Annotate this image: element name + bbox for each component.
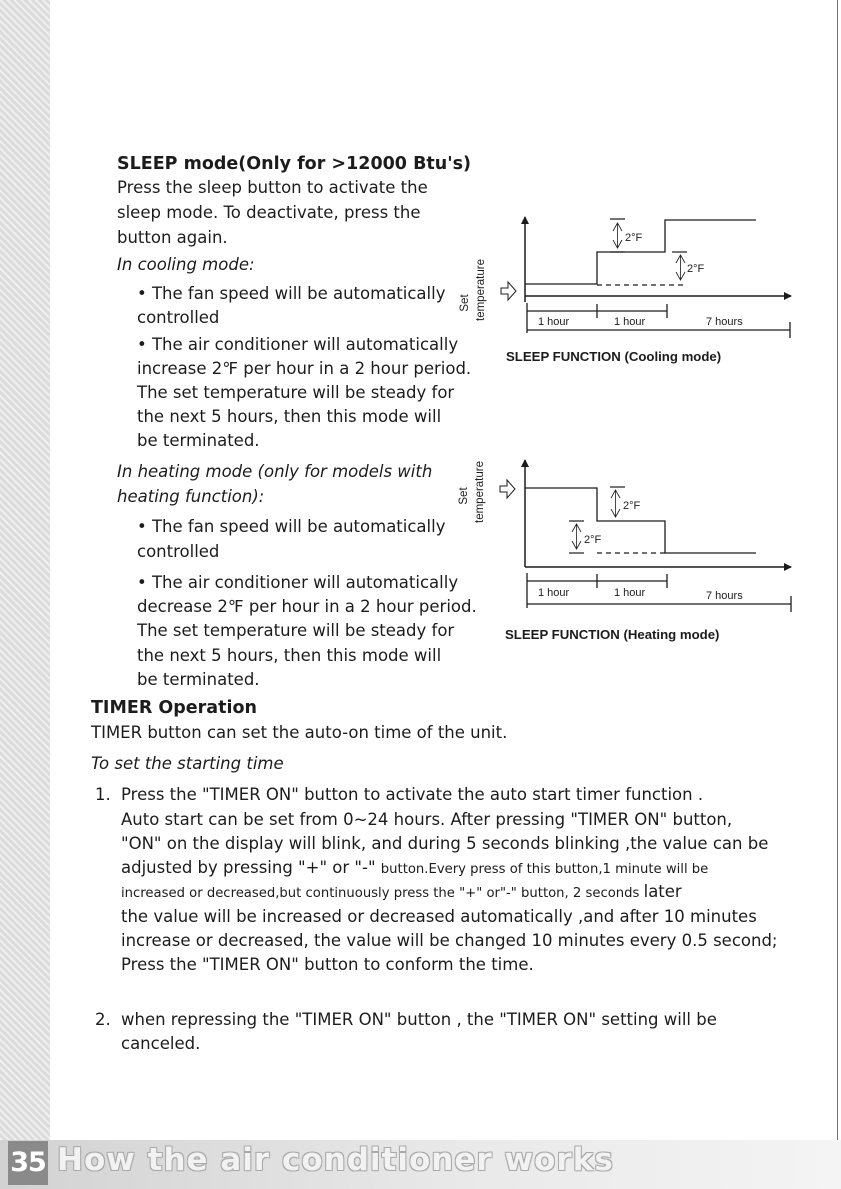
timer-item-1-line-1: Press the "TIMER ON" button to activate the auto start timer function . <box>121 785 704 804</box>
timer-item-1-line-2: Auto start can be set from 0~24 hours. After pressing "TIMER ON" button, <box>121 810 733 829</box>
heating-axis-label-set: Set <box>458 487 470 505</box>
timer-intro: TIMER button can set the auto-on time of the unit. <box>91 723 508 742</box>
cooling-diagram <box>459 217 791 364</box>
cooling-hour-3-label: 7 hours <box>706 316 743 328</box>
heating-diagram <box>458 460 791 642</box>
cooling-step-2-arrow-icon <box>676 255 685 280</box>
cooling-step-1-label: 2°F <box>625 232 643 244</box>
timer-item-1-line-4 <box>121 856 708 881</box>
cooling-hour-2-label: 1 hour <box>614 316 646 328</box>
heating-set-point-arrow-icon <box>500 480 515 498</box>
timer-item-1-line-6: the value will be increased or decreased automatically ,and after 10 minutes <box>121 907 757 926</box>
heating-step-1-arrow-icon <box>611 490 620 517</box>
heating-temperature-line <box>525 488 756 553</box>
cooling-axis-label-set: Set <box>459 294 471 312</box>
sleep-intro-line-1: Press the sleep button to activate the <box>117 178 428 197</box>
timer-heading: TIMER Operation <box>91 698 257 718</box>
cooling-caption: SLEEP FUNCTION (Cooling mode) <box>506 349 722 364</box>
heating-step-1-label: 2°F <box>623 500 641 512</box>
timer-item-2-line-2: canceled. <box>121 1034 201 1053</box>
timer-item-1-line-5-part-b: later <box>643 882 682 901</box>
sleep-intro-line-3: button again. <box>117 228 228 247</box>
cooling-bullet-2-line-4: the next 5 hours, then this mode will <box>137 407 442 426</box>
timer-item-1-line-5 <box>121 880 682 905</box>
cooling-bullet-2-line-2: increase 2℉ per hour in a 2 hour period. <box>137 359 472 378</box>
sleep-heading: SLEEP mode(Only for >12000 Btu's) <box>117 154 471 174</box>
heating-bullet-2-line-1: • The air conditioner will automatically <box>137 573 459 592</box>
cooling-bullet-2-line-1: • The air conditioner will automatically <box>137 335 459 354</box>
footer-title: How the air conditioner works <box>57 1142 614 1178</box>
heating-caption: SLEEP FUNCTION (Heating mode) <box>505 627 720 642</box>
timer-item-1-line-5-part-a: increased or decreased,but continuously press the "+" or"-" button, 2 seconds <box>121 886 644 901</box>
heating-hour-2-label: 1 hour <box>614 587 646 599</box>
timer-subheading: To set the starting time <box>91 754 284 773</box>
timer-item-1-number: 1. <box>95 785 111 804</box>
heating-bullet-1-line-1: • The fan speed will be automatically <box>137 517 446 536</box>
cooling-step-2-label: 2°F <box>687 263 705 275</box>
timer-item-2-number: 2. <box>95 1010 111 1029</box>
timer-item-1-line-4-part-a: adjusted by pressing "+" or "-" <box>121 858 381 877</box>
heating-bullet-2-line-3: The set temperature will be steady for <box>137 621 455 640</box>
heating-bullet-2-line-5: be terminated. <box>137 670 260 689</box>
timer-item-1-line-4-part-b: button.Every press of this button,1 minute will be <box>380 862 709 877</box>
timer-item-2-line-1: when repressing the "TIMER ON" button , the "TIMER ON" setting will be <box>121 1010 717 1029</box>
cooling-temperature-line <box>525 220 756 284</box>
heating-bullet-2-line-2: decrease 2℉ per hour in a 2 hour period. <box>137 597 477 616</box>
cooling-bullet-1-line-2: controlled <box>137 308 220 327</box>
heating-mode-label-line-1: In heating mode (only for models with <box>117 462 433 481</box>
cooling-axis-label-temperature: temperature <box>475 258 487 322</box>
sleep-intro-line-2: sleep mode. To deactivate, press the <box>117 203 421 222</box>
cooling-step-1-arrow-icon <box>613 223 622 248</box>
heating-mode-label-line-2: heating function): <box>117 487 265 506</box>
cooling-mode-label: In cooling mode: <box>117 255 255 274</box>
timer-item-1-line-3: "ON" on the display will blink, and during 5 seconds blinking ,the value can be <box>121 834 769 853</box>
heating-hour-3-label: 7 hours <box>706 590 743 602</box>
cooling-bullet-1-line-1: • The fan speed will be automatically <box>137 284 446 303</box>
cooling-bullet-2-line-5: be terminated. <box>137 431 260 450</box>
cooling-bullet-2-line-3: The set temperature will be steady for <box>137 383 455 402</box>
heating-bullet-1-line-2: controlled <box>137 542 220 561</box>
heating-axis-label-temperature: temperature <box>474 460 486 524</box>
timer-item-1-line-8: Press the "TIMER ON" button to conform the time. <box>121 955 534 974</box>
page-number: 35 <box>8 1141 48 1185</box>
heating-hour-1-label: 1 hour <box>538 587 570 599</box>
cooling-set-point-arrow-icon <box>501 282 516 300</box>
timer-item-1-line-7: increase or decreased, the value will be changed 10 minutes every 0.5 second; <box>121 931 778 950</box>
cooling-hour-1-label: 1 hour <box>538 316 570 328</box>
heating-bullet-2-line-4: the next 5 hours, then this mode will <box>137 646 442 665</box>
heating-step-2-arrow-icon <box>572 524 581 549</box>
heating-step-2-label: 2°F <box>584 534 602 546</box>
